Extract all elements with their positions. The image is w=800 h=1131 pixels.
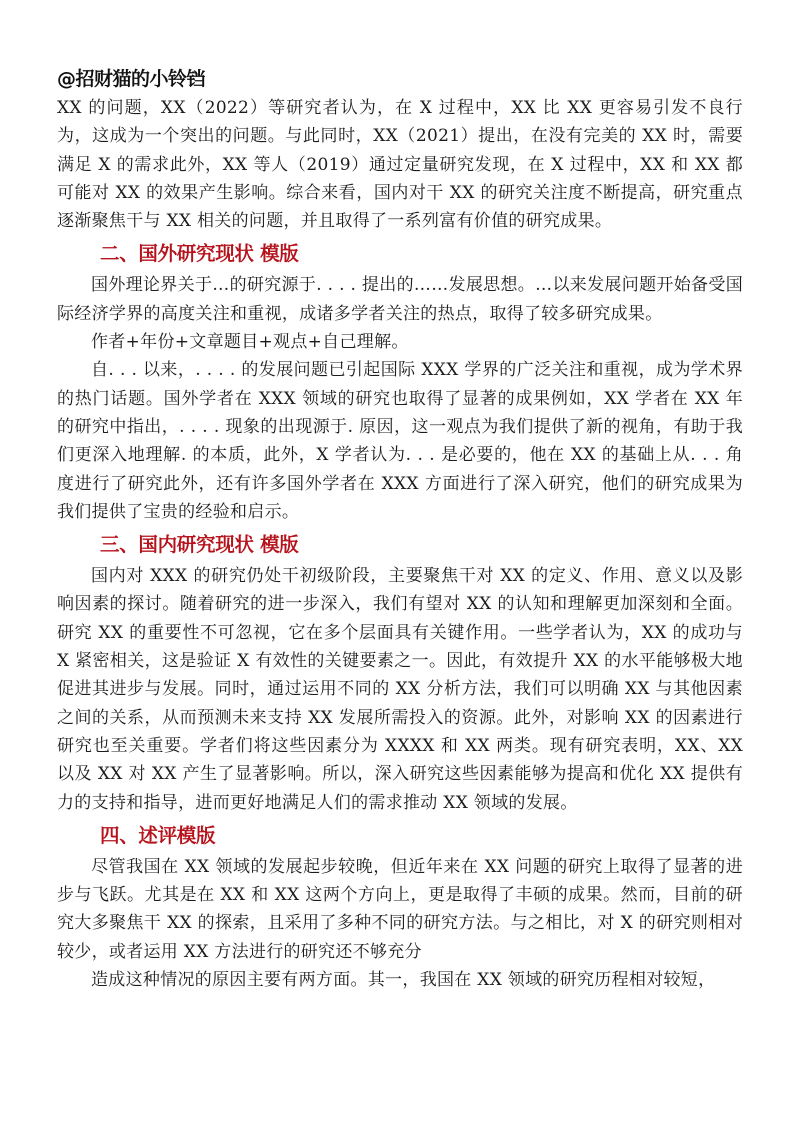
intro-paragraph: XX 的问题，XX（2022）等研究者认为，在 X 过程中，XX 比 XX 更容易引发不良行为，这成为一个突出的问题。与此同时，XX（2021）提出，在没有完美的 XX 时，需要满足 X 的需求此外，XX 等人（2019）通过定量研究发现，在 X 过程中，XX 和 XX 都可能对 XX 的效果产生影响。综合来看，国内对干 XX 的研究关注度不断提高，研究重点逐渐聚焦干与 XX 相关的问题，并且取得了一系列富有价值的研究成果。	[57, 98, 743, 232]
foreign-paragraph-3: 自. . . 以来，. . . . 的发展问题已引起国际 XXX 学界的广泛关注和重视，成为学术界的热门话题。国外学者在 XXX 领域的研究也取得了显著的成果例如，XX 学者在 XX 年的研究中指出，. . . . 现象的出现源于. 原因，这一观点为我们提供了新的视角，有助于我们更深入地理解. 的本质，此外，X 学者认为. . . 是必要的，他在 XX 的基础上从. . . 角度进行了研究此外，还有许多国外学者在 XXX 方面进行了深入研究，他们的研究成果为我们提供了宝贵的经验和启示。	[57, 360, 743, 522]
section-heading-foreign-research: 二、国外研究现状 模版	[100, 242, 299, 266]
domestic-paragraph-1: 国内对 XXX 的研究仍处干初级阶段，主要聚焦干对 XX 的定义、作用、意义以及影响因素的探讨。随着研究的进一步深入，我们有望对 XX 的认知和理解更加深刻和全面。研究 XX 的重要性不可忽视，它在多个层面具有关键作用。一些学者认为，XX 的成功与 X 紧密相关，这是验证 X 有效性的关键要素之一。因此，有效提升 XX 的水平能够极大地促进其进步与发展。同时，通过运用不同的 XX 分析方法，我们可以明确 XX 与其他因素之间的关系，从而预测未来支持 XX 发展所需投入的资源。此外，对影响 XX 的因素进行研究也至关重要。学者们将这些因素分为 XXXX 和 XX 两类。现有研究表明，XX、XX 以及 XX 对 XX 产生了显著影响。所以，深入研究这些因素能够为提高和优化 XX 提供有力的支持和指导，进而更好地满足人们的需求推动 XX 领域的发展。	[57, 566, 743, 813]
author-watermark: @招财猫的小铃铛	[57, 68, 206, 90]
document-page	[57, 64, 743, 994]
foreign-paragraph-2: 作者+年份+文章题目+观点+自己理解。	[91, 332, 409, 353]
section-heading-domestic-research: 三、国内研究现状 模版	[100, 533, 299, 557]
review-paragraph-2: 造成这种情况的原因主要有两方面。其一，我国在 XX 领域的研究历程相对较短，	[91, 970, 716, 991]
review-paragraph-1: 尽管我国在 XX 领域的发展起步较晚，但近年来在 XX 问题的研究上取得了显著的进步与飞跃。尤其是在 XX 和 XX 这两个方向上，更是取得了丰硕的成果。然而，目前的研究大多聚焦干 XX 的探索，且采用了多种不同的研究方法。与之相比，对 X 的研究则相对较少，或者运用 XX 方法进行的研究还不够充分	[57, 856, 743, 962]
foreign-paragraph-1: 国外理论界关于…的研究源于. . . . 提出的……发展思想。…以来发展问题开始备受国际经济学界的高度关注和重视，成诸多学者关注的热点，取得了较多研究成果。	[57, 275, 743, 324]
section-heading-review: 四、述评模版	[100, 823, 216, 847]
